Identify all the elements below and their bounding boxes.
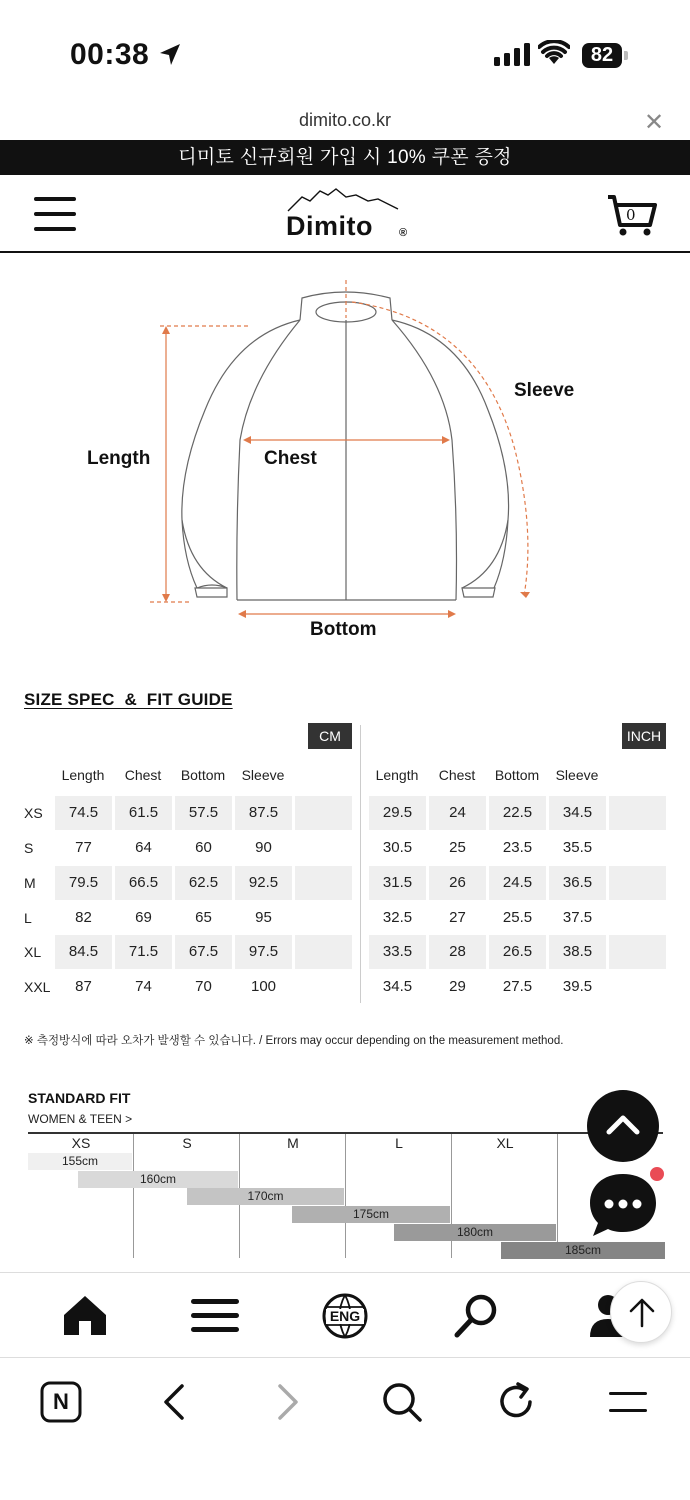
back-icon <box>152 1380 196 1424</box>
reload-icon <box>494 1380 538 1424</box>
standard-fit-title: STANDARD FIT <box>28 1090 131 1106</box>
nav-search[interactable] <box>452 1293 502 1339</box>
inch-cell: 25 <box>449 839 466 856</box>
size-row-label: XS <box>24 805 43 821</box>
eng-label: ENG <box>329 1308 361 1324</box>
cellular-signal-icon <box>494 42 530 66</box>
registered-mark: ® <box>399 227 408 239</box>
cm-cell: 66.5 <box>115 866 172 900</box>
inch-cell: 28 <box>429 935 486 969</box>
bottom-nav <box>0 1272 690 1358</box>
cart-button[interactable] <box>606 193 658 237</box>
inch-column-header: Chest <box>438 767 476 783</box>
cm-cell-empty <box>295 935 352 969</box>
fit-height-bar: 170cm <box>187 1188 344 1205</box>
cm-cell: 87.5 <box>235 796 292 830</box>
battery-cap <box>624 51 628 60</box>
cm-cell: 64 <box>135 839 152 856</box>
url-bar[interactable] <box>0 100 690 140</box>
inch-cell: 26.5 <box>489 935 546 969</box>
search-button[interactable] <box>380 1380 424 1424</box>
cm-cell: 77 <box>75 839 92 856</box>
inch-cell: 33.5 <box>369 935 426 969</box>
size-row-label: S <box>24 840 34 856</box>
inch-cell-empty <box>609 796 666 830</box>
inch-cell: 31.5 <box>369 866 426 900</box>
size-spec-title: SIZE SPEC & FIT GUIDE <box>24 690 233 709</box>
promo-banner[interactable]: 디미토 신규회원 가입 시 10% 쿠폰 증정 <box>0 140 690 175</box>
inch-cell: 27 <box>449 909 466 926</box>
fit-size-label: XL <box>496 1135 514 1151</box>
size-row-label: M <box>24 875 36 891</box>
cart-count: 0 <box>626 206 636 224</box>
inch-badge: INCH <box>622 723 666 749</box>
cm-cell: 69 <box>135 909 152 926</box>
women-teen-link[interactable]: WOMEN & TEEN > <box>28 1112 133 1126</box>
cm-column-header: Length <box>61 767 105 783</box>
menu-icon <box>606 1380 650 1424</box>
inch-cell: 23.5 <box>502 839 533 856</box>
cm-cell: 95 <box>255 909 272 926</box>
size-row-label: L <box>24 910 32 926</box>
inch-cell: 25.5 <box>502 909 533 926</box>
scroll-up-button[interactable] <box>610 1281 672 1343</box>
fit-height-bar: 180cm <box>394 1224 556 1241</box>
inch-cell: 35.5 <box>562 839 593 856</box>
dimito-logo[interactable] <box>280 185 420 245</box>
inch-cell: 36.5 <box>549 866 606 900</box>
fit-height-bar: 160cm <box>78 1171 238 1188</box>
inch-cell: 37.5 <box>562 909 593 926</box>
cm-cell-empty <box>295 901 352 935</box>
inch-cell: 30.5 <box>382 839 413 856</box>
inch-column-header: Sleeve <box>555 767 599 783</box>
inch-column-header: Bottom <box>494 767 540 783</box>
inch-cell: 32.5 <box>382 909 413 926</box>
label-sleeve: Sleeve <box>514 380 575 401</box>
forward-icon <box>266 1380 310 1424</box>
cm-cell: 97.5 <box>235 935 292 969</box>
inch-cell-empty <box>609 935 666 969</box>
browser-toolbar <box>0 1358 690 1500</box>
fit-size-label: L <box>395 1135 403 1151</box>
chevron-up-icon <box>587 1090 659 1162</box>
cm-cell-empty <box>295 796 352 830</box>
cm-cell: 74 <box>135 978 152 995</box>
cm-cell: 61.5 <box>115 796 172 830</box>
back-button[interactable] <box>152 1380 196 1424</box>
site-header <box>0 175 690 253</box>
inch-cell: 29 <box>449 978 466 995</box>
hamburger-menu-icon[interactable] <box>34 195 76 233</box>
label-chest: Chest <box>264 448 317 469</box>
arrow-up-icon <box>611 1282 673 1344</box>
cm-cell: 60 <box>195 839 212 856</box>
cm-cell: 65 <box>195 909 212 926</box>
nav-home[interactable] <box>60 1293 110 1339</box>
reload-button[interactable] <box>494 1380 538 1424</box>
chat-notification-dot <box>648 1165 666 1183</box>
inch-cell: 24.5 <box>489 866 546 900</box>
nav-menu[interactable] <box>190 1293 240 1339</box>
fit-column-divider <box>557 1134 558 1258</box>
size-row-label: XL <box>24 944 42 960</box>
cm-cell: 79.5 <box>55 866 112 900</box>
cm-cell: 100 <box>250 978 277 995</box>
status-bar <box>0 0 690 100</box>
cm-cell: 82 <box>75 909 92 926</box>
inch-cell: 38.5 <box>549 935 606 969</box>
battery-icon: 82 <box>582 43 622 68</box>
cm-cell: 67.5 <box>175 935 232 969</box>
forward-button[interactable] <box>266 1380 310 1424</box>
fit-column-divider <box>345 1134 346 1258</box>
cm-cell: 74.5 <box>55 796 112 830</box>
cm-cell: 92.5 <box>235 866 292 900</box>
fit-height-bar: 185cm <box>501 1242 665 1259</box>
cm-cell-empty <box>295 831 352 865</box>
inch-cell: 29.5 <box>369 796 426 830</box>
fit-height-bar: 155cm <box>28 1153 132 1170</box>
inch-cell: 39.5 <box>562 978 593 995</box>
inch-cell-empty <box>609 831 666 865</box>
measurement-diagram <box>0 270 690 650</box>
naver-home-button[interactable] <box>40 1380 84 1424</box>
cm-cell-empty <box>295 970 352 1004</box>
cm-cell: 71.5 <box>115 935 172 969</box>
location-arrow-icon <box>158 42 182 68</box>
logo-wordmark: Dimito <box>286 211 373 241</box>
cm-cell: 70 <box>195 978 212 995</box>
search-icon <box>380 1380 424 1424</box>
fit-size-label: S <box>182 1135 192 1151</box>
search-icon <box>452 1293 502 1339</box>
close-icon[interactable]: ✕ <box>644 109 665 136</box>
cm-cell: 62.5 <box>175 866 232 900</box>
cm-cell-empty <box>295 866 352 900</box>
nav-language[interactable] <box>320 1293 370 1339</box>
inch-cell-empty <box>609 866 666 900</box>
cm-cell: 90 <box>255 839 272 856</box>
cm-cell: 87 <box>75 978 92 995</box>
inch-cell: 26 <box>429 866 486 900</box>
size-row-label: XXL <box>24 979 51 995</box>
fit-column-divider <box>133 1134 134 1258</box>
cm-column-header: Chest <box>124 767 162 783</box>
label-bottom: Bottom <box>310 619 377 640</box>
measurement-note: ※ 측정방식에 따라 오차가 발생할 수 있습니다. / Errors may occur depending on the measurement method. <box>24 1035 564 1047</box>
url-text[interactable]: dimito.co.kr <box>298 110 392 130</box>
cm-badge: CM <box>308 723 352 749</box>
status-time: 00:38 <box>70 38 150 71</box>
inch-cell: 34.5 <box>549 796 606 830</box>
chat-bubble-icon <box>589 1172 657 1238</box>
inch-cell: 22.5 <box>489 796 546 830</box>
inch-cell-empty <box>609 901 666 935</box>
cm-cell: 84.5 <box>55 935 112 969</box>
cm-column-header: Bottom <box>180 767 226 783</box>
inch-cell-empty <box>609 970 666 1004</box>
browser-menu-button[interactable] <box>606 1380 650 1424</box>
home-icon <box>60 1293 110 1339</box>
cm-cell: 57.5 <box>175 796 232 830</box>
label-length: Length <box>87 448 151 469</box>
naver-n-label: N <box>53 1389 69 1414</box>
scroll-top-button[interactable] <box>587 1090 659 1162</box>
inch-cell: 24 <box>429 796 486 830</box>
fit-size-label: M <box>287 1135 299 1151</box>
inch-cell: 27.5 <box>502 978 533 995</box>
table-divider <box>360 725 361 1003</box>
chat-button[interactable] <box>589 1172 657 1238</box>
inch-cell: 34.5 <box>382 978 413 995</box>
menu-icon <box>190 1293 240 1339</box>
wifi-icon <box>538 40 570 66</box>
fit-size-label: XS <box>71 1135 91 1151</box>
inch-column-header: Length <box>375 767 419 783</box>
fit-height-bar: 175cm <box>292 1206 450 1223</box>
cm-column-header: Sleeve <box>241 767 285 783</box>
